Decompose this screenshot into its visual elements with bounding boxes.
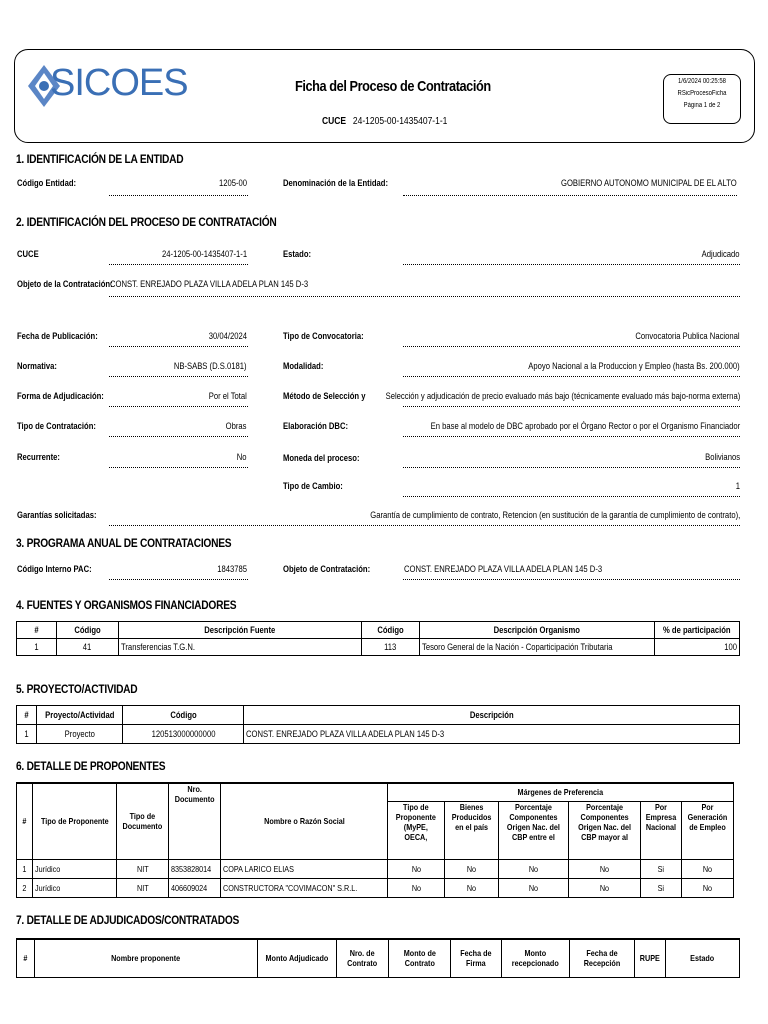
tipo-cambio-label: Tipo de Cambio: <box>283 481 343 491</box>
col-header: # <box>17 939 35 977</box>
col-header: Descripción Organismo <box>419 622 655 639</box>
col-header: Código <box>56 622 118 639</box>
col-header: Tipo de Proponente (MyPE, OECA, <box>388 801 445 859</box>
adjudicados-table <box>16 938 740 978</box>
normativa-label: Normativa: <box>17 361 57 371</box>
cuce-label: CUCE <box>17 249 39 259</box>
proyecto-table <box>16 705 740 744</box>
table-header-row <box>17 783 734 801</box>
estado-value: Adjudicado <box>702 249 740 259</box>
divider <box>109 467 248 468</box>
table-cell: Transferencias T.G.N. <box>118 639 361 656</box>
table-row <box>17 859 734 878</box>
table-cell: 1 <box>17 725 37 744</box>
section-6-title: 6. DETALLE DE PROPONENTES <box>16 759 166 773</box>
section-7-title: 7. DETALLE DE ADJUDICADOS/CONTRATADOS <box>16 913 240 927</box>
section-4-title: 4. FUENTES Y ORGANISMOS FINANCIADORES <box>16 598 237 612</box>
objeto-contratacion-label: Objeto de Contratación: <box>283 564 371 574</box>
divider <box>109 525 740 526</box>
table-row <box>17 878 734 897</box>
col-header: RUPE <box>634 939 666 977</box>
header-cuce-label: CUCE <box>322 116 347 127</box>
garantias-label: Garantías solicitadas: <box>17 510 97 520</box>
col-header: Fecha de Firma <box>451 939 502 977</box>
fecha-publicacion-label: Fecha de Publicación: <box>17 331 98 341</box>
table-header-row <box>17 939 740 977</box>
col-header: Monto de Contrato <box>388 939 451 977</box>
metodo-seleccion-label: Método de Selección y <box>283 391 366 401</box>
col-header: Descripción Fuente <box>118 622 361 639</box>
meta-box <box>663 74 741 124</box>
divider <box>403 406 740 407</box>
col-header: # <box>17 622 57 639</box>
section-2-title: 2. IDENTIFICACIÓN DEL PROCESO DE CONTRATACIÓN <box>16 215 277 229</box>
col-group-header: Márgenes de Preferencia <box>388 783 734 801</box>
table-cell: 120513000000000 <box>123 725 244 744</box>
table-cell: No <box>388 859 445 878</box>
divider <box>109 579 248 580</box>
col-header: Código <box>123 706 244 725</box>
table-cell: 1 <box>17 639 57 656</box>
divider <box>109 376 248 377</box>
col-header: Fecha de Recepción <box>569 939 634 977</box>
codigo-entidad-label: Código Entidad: <box>17 178 77 188</box>
divider <box>109 346 248 347</box>
divider <box>403 496 740 497</box>
col-header: Nro. Documento <box>169 783 221 859</box>
codigo-pac-label: Código Interno PAC: <box>17 564 92 574</box>
meta-page: Página 1 de 2 <box>683 102 721 109</box>
divider <box>403 376 740 377</box>
divider <box>403 467 740 468</box>
col-header: Bienes Producidos en el país <box>444 801 498 859</box>
table-cell: Jurídico <box>32 878 117 897</box>
col-header: Nombre o Razón Social <box>221 783 388 859</box>
table-cell: No <box>388 878 445 897</box>
divider <box>403 264 740 265</box>
divider <box>403 436 740 437</box>
divider <box>109 195 248 196</box>
table-cell: No <box>499 878 569 897</box>
col-header: Código <box>361 622 419 639</box>
table-cell: 41 <box>56 639 118 656</box>
table-cell: 100 <box>655 639 740 656</box>
divider <box>403 579 740 580</box>
fuentes-table <box>16 621 740 656</box>
col-header: % de participación <box>655 622 740 639</box>
page-title: Ficha del Proceso de Contratación <box>295 78 491 95</box>
col-header: Nombre proponente <box>34 939 258 977</box>
col-header: Descripción <box>244 706 740 725</box>
garantias-value: Garantía de cumplimiento de contrato, Retencion (en sustitución de la garantía de cumplimiento de contrato), <box>370 510 740 520</box>
section-3-title: 3. PROGRAMA ANUAL DE CONTRATACIONES <box>16 536 232 550</box>
section-1-title: 1. IDENTIFICACIÓN DE LA ENTIDAD <box>16 152 184 166</box>
col-header: Monto Adjudicado <box>258 939 337 977</box>
estado-label: Estado: <box>283 249 312 259</box>
codigo-pac-value: 1843785 <box>217 564 247 574</box>
modalidad-label: Modalidad: <box>283 361 324 371</box>
table-cell: No <box>568 878 640 897</box>
fecha-publicacion-value: 30/04/2024 <box>208 331 247 341</box>
table-cell: No <box>499 859 569 878</box>
denominacion-label: Denominación de la Entidad: <box>283 178 388 188</box>
modalidad-value: Apoyo Nacional a la Produccion y Empleo (hasta Bs. 200.000) <box>528 361 740 371</box>
tipo-convocatoria-value: Convocatoria Publica Nacional <box>635 331 740 341</box>
table-cell: No <box>444 878 498 897</box>
table-header-row <box>17 706 740 725</box>
forma-adjudicacion-label: Forma de Adjudicación: <box>17 391 104 401</box>
section-5-title: 5. PROYECTO/ACTIVIDAD <box>16 682 138 696</box>
meta-report-id: RSicProcesoFicha <box>677 90 727 97</box>
table-cell: No <box>682 859 734 878</box>
table-cell: Si <box>641 878 682 897</box>
col-header: # <box>17 706 37 725</box>
normativa-value: NB-SABS (D.S.0181) <box>174 361 247 371</box>
col-header: Tipo de Documento <box>117 783 169 859</box>
divider <box>109 436 248 437</box>
tipo-contratacion-value: Obras <box>226 421 247 431</box>
col-header: Monto recepcionado <box>501 939 569 977</box>
table-row <box>17 725 740 744</box>
col-header: Proyecto/Actividad <box>36 706 123 725</box>
table-cell: Tesoro General de la Nación - Coparticipación Tributaria <box>419 639 655 656</box>
table-cell: NIT <box>117 878 169 897</box>
moneda-label: Moneda del proceso: <box>283 453 360 463</box>
tipo-cambio-value: 1 <box>735 481 740 491</box>
divider <box>109 406 248 407</box>
tipo-convocatoria-label: Tipo de Convocatoria: <box>283 331 364 341</box>
objeto-value: CONST. ENREJADO PLAZA VILLA ADELA PLAN 145 D-3 <box>110 279 309 289</box>
recurrente-value: No <box>237 452 247 462</box>
divider <box>403 346 740 347</box>
recurrente-label: Recurrente: <box>17 452 60 462</box>
tipo-contratacion-label: Tipo de Contratación: <box>17 421 96 431</box>
moneda-value: Bolivianos <box>705 452 740 462</box>
objeto-label: Objeto de la Contratación: <box>17 279 113 289</box>
table-cell: Proyecto <box>36 725 123 744</box>
proponentes-table <box>16 782 734 898</box>
col-header: Nro. de Contrato <box>337 939 388 977</box>
table-cell: No <box>682 878 734 897</box>
table-cell: 2 <box>17 878 33 897</box>
meta-timestamp: 1/6/2024 00:25:58 <box>678 78 726 85</box>
codigo-entidad-value: 1205-00 <box>218 178 247 188</box>
table-row <box>17 639 740 656</box>
table-cell: No <box>444 859 498 878</box>
divider <box>109 296 740 297</box>
elaboracion-dbc-value: En base al modelo de DBC aprobado por el Órgano Rector o por el Organismo Financiador <box>430 421 740 431</box>
table-cell: CONST. ENREJADO PLAZA VILLA ADELA PLAN 145 D-3 <box>244 725 740 744</box>
logo-text: SICOES <box>50 62 188 104</box>
table-cell: Jurídico <box>32 859 117 878</box>
table-cell: No <box>568 859 640 878</box>
forma-adjudicacion-value: Por el Total <box>208 391 247 401</box>
denominacion-value: GOBIERNO AUTONOMO MUNICIPAL DE EL ALTO <box>561 178 737 188</box>
table-cell: NIT <box>117 859 169 878</box>
header-cuce-value: 24-1205-00-1435407-1-1 <box>352 116 448 127</box>
objeto-contratacion-value: CONST. ENREJADO PLAZA VILLA ADELA PLAN 145 D-3 <box>404 564 603 574</box>
table-header-row <box>17 622 740 639</box>
cuce-value: 24-1205-00-1435407-1-1 <box>161 249 247 259</box>
table-cell: 8353828014 <box>169 859 221 878</box>
table-cell: COPA LARICO ELIAS <box>221 859 388 878</box>
divider <box>109 264 248 265</box>
metodo-seleccion-value: Selección y adjudicación de precio evaluado más bajo (técnicamente evaluado más bajo-norma externa) <box>385 391 740 401</box>
table-cell: Si <box>641 859 682 878</box>
table-cell: 1 <box>17 859 33 878</box>
header-cuce <box>322 116 447 127</box>
table-cell: 113 <box>361 639 419 656</box>
col-header: Porcentaje Componentes Origen Nac. del CBP mayor al <box>568 801 640 859</box>
col-header: Estado <box>666 939 740 977</box>
elaboracion-dbc-label: Elaboración DBC: <box>283 421 349 431</box>
col-header: # <box>17 783 33 859</box>
divider <box>403 195 737 196</box>
col-header: Porcentaje Componentes Origen Nac. del CBP entre el <box>499 801 569 859</box>
col-header: Por Generación de Empleo <box>682 801 734 859</box>
table-cell: CONSTRUCTORA "COVIMACON" S.R.L. <box>221 878 388 897</box>
col-header: Por Empresa Nacional <box>641 801 682 859</box>
col-header: Tipo de Proponente <box>32 783 117 859</box>
table-cell: 406609024 <box>169 878 221 897</box>
